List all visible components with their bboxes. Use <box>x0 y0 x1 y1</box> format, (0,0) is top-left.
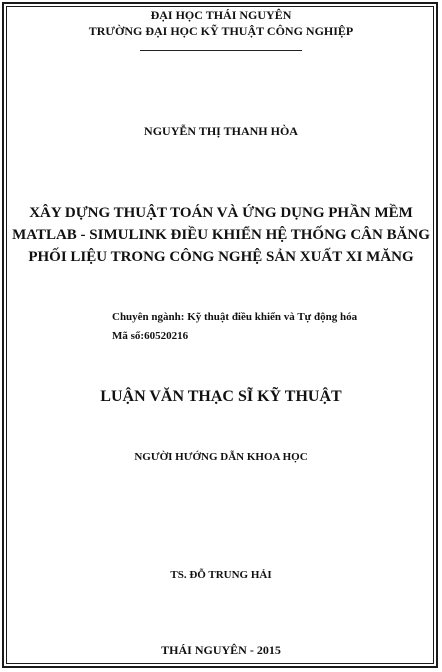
thesis-title-line-2: MATLAB - SIMULINK ĐIỀU KHIỂN HỆ THỐNG CÂN BĂNG <box>12 227 430 243</box>
university-name: ĐẠI HỌC THÁI NGUYÊN <box>150 8 292 22</box>
advisor-name: TS. ĐỖ TRUNG HẢI <box>170 569 272 581</box>
advisor-heading: NGƯỜI HƯỚNG DẪN KHOA HỌC <box>134 451 308 463</box>
thesis-title-line-1: XÂY DỰNG THUẬT TOÁN VÀ ỨNG DỤNG PHẦN MỀM <box>29 205 413 221</box>
thesis-title-line-3: PHỐI LIỆU TRONG CÔNG NGHỆ SẢN XUẤT XI MĂNG <box>28 249 414 265</box>
school-name: TRƯỜNG ĐẠI HỌC KỸ THUẬT CÔNG NGHIỆP <box>88 24 354 38</box>
author-name: NGUYỄN THỊ THANH HÒA <box>144 124 298 138</box>
specialization-major: Chuyên ngành: Kỹ thuật điều khiển và Tự động hóa <box>112 311 358 323</box>
header-divider <box>140 50 302 51</box>
place-and-year: THÁI NGUYÊN - 2015 <box>161 643 281 657</box>
specialization-code: Mã số:60520216 <box>112 330 189 342</box>
degree-title: LUẬN VĂN THẠC SĨ KỸ THUẬT <box>100 388 342 405</box>
inner-border <box>6 6 434 664</box>
